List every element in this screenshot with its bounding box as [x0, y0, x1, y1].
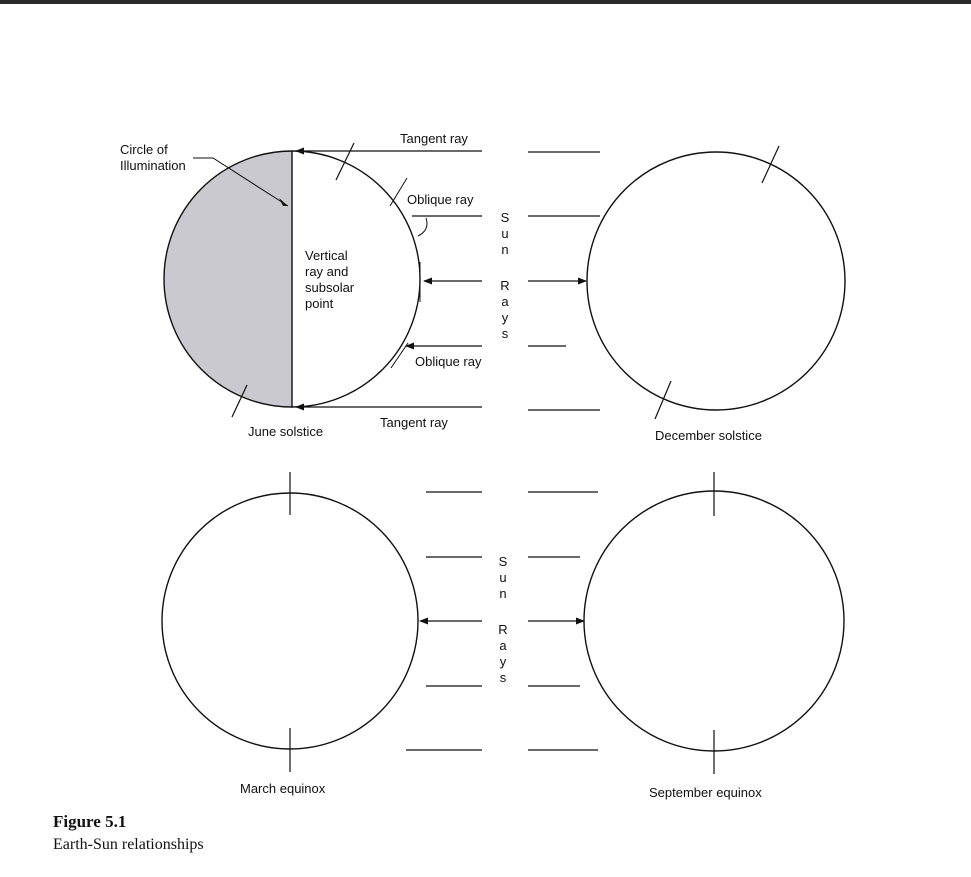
svg-text:s: s — [499, 670, 507, 685]
svg-text:a: a — [501, 294, 509, 309]
sun-rays-label-bottom — [498, 554, 507, 685]
june-solstice-label: June solstice — [248, 424, 324, 439]
oblique-tangent-top — [390, 178, 407, 206]
svg-text:S: S — [500, 210, 510, 225]
vertical-ray-label: Vertical ray and subsolar point — [305, 248, 355, 311]
svg-text:n: n — [501, 242, 509, 257]
march-equinox-label: March equinox — [240, 781, 326, 796]
figure-number: Figure 5.1 — [53, 812, 127, 831]
tangent-ray-bottom-label: Tangent ray — [380, 415, 448, 430]
march-equinox-panel — [162, 472, 482, 796]
december-axis-bottom — [655, 381, 671, 419]
svg-text:u: u — [501, 226, 509, 241]
december-solstice-panel — [528, 146, 845, 443]
svg-text:y: y — [501, 310, 509, 325]
june-axis-top — [336, 143, 354, 180]
march-earth-circle — [162, 493, 418, 749]
svg-text:s: s — [501, 326, 509, 341]
september-earth-circle — [584, 491, 844, 751]
oblique-tangent-bottom — [391, 343, 408, 368]
december-axis-top — [762, 146, 779, 183]
oblique-ray-bottom-label: Oblique ray — [415, 354, 482, 369]
svg-text:n: n — [499, 586, 507, 601]
sun-rays-label-top — [500, 210, 509, 341]
december-solstice-label: December solstice — [655, 428, 762, 443]
oblique-angle-top-arc — [418, 218, 427, 236]
svg-text:R: R — [498, 622, 508, 637]
september-equinox-label: September equinox — [649, 785, 762, 800]
tangent-ray-top-label: Tangent ray — [400, 131, 468, 146]
circle-of-illumination-label: Circle of Illumination — [120, 142, 186, 173]
june-night-shade — [164, 151, 292, 407]
december-earth-circle — [587, 152, 845, 410]
figure-title: Earth-Sun relationships — [53, 836, 204, 853]
svg-text:R: R — [500, 278, 510, 293]
oblique-ray-top-label: Oblique ray — [407, 192, 474, 207]
september-equinox-panel — [528, 472, 844, 800]
june-solstice-panel — [120, 131, 482, 439]
svg-text:u: u — [499, 570, 507, 585]
svg-text:S: S — [498, 554, 508, 569]
svg-text:y: y — [499, 654, 507, 669]
svg-text:a: a — [499, 638, 507, 653]
